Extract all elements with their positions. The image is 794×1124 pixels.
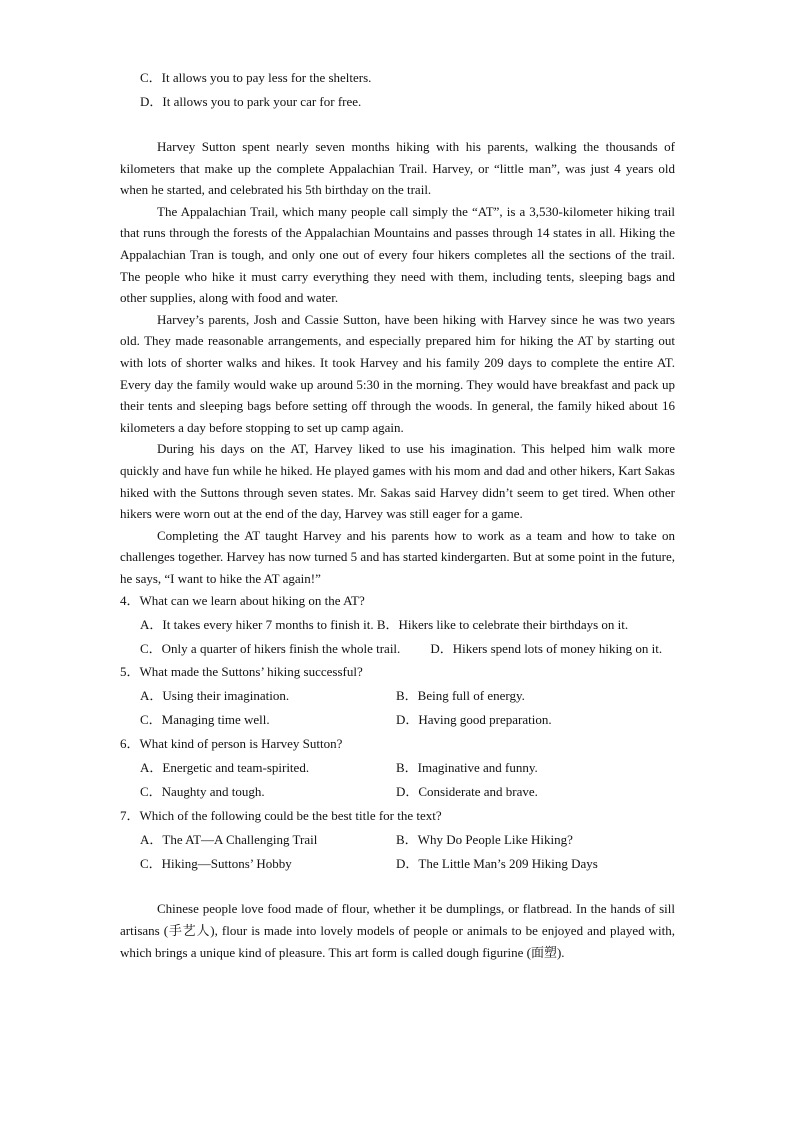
question-options: [120, 756, 675, 804]
option-c: C．Managing time well.: [140, 712, 270, 728]
option-d: D．The Little Man’s 209 Hiking Days: [396, 856, 598, 872]
option-a: A．The AT—A Challenging Trail: [140, 832, 318, 848]
option-c: C．It allows you to pay less for the shelters.: [140, 70, 372, 85]
question-text: 4．What can we learn about hiking on the AT?: [120, 593, 365, 609]
paragraph: During his days on the AT, Harvey liked to use his imagination. This helped him walk more quickly and have fun while he hiked. He played games with his mom and dad and other hikers, Kart Sakas hiked with the Suttons through seven states. Mr. Sakas said Harvey didn’t seem to get tired. When other hikers were worn out at the end of the day, Harvey was still eager for a game.: [120, 441, 675, 522]
option-d: D．Considerate and brave.: [396, 784, 538, 800]
option-c: C．Only a quarter of hikers finish the whole trail.: [140, 641, 401, 657]
option-d: D．Hikers spend lots of money hiking on it.: [430, 641, 663, 657]
option-b: B．Why Do People Like Hiking?: [396, 832, 573, 848]
option-c: C．Hiking—Suttons’ Hobby: [140, 856, 292, 872]
option-b: B．Being full of energy.: [396, 688, 525, 704]
option-d: D．It allows you to park your car for free.: [140, 94, 362, 109]
document-page: [120, 66, 675, 963]
passage-appalachian-trail: [120, 136, 675, 589]
paragraph: Harvey’s parents, Josh and Cassie Sutton, have been hiking with Harvey since he was two years old. They made reasonable arrangements, and especially prepared him for hiking the AT by starting out with lots of shorter walks and hikes. It took Harvey and his family 209 days to complete the entire AT. Every day the family would wake up around 5:30 in the morning. They would have breakfast and pack up their tents and sleeping bags before setting off through the woods. In general, the family hiked about 16 kilometers a day before stopping to set up camp again.: [120, 311, 675, 435]
option-a: A．Energetic and team-spirited.: [140, 760, 310, 776]
option-b: B．Imaginative and funny.: [396, 760, 538, 776]
question-6: [120, 732, 675, 804]
section-gap: [120, 876, 675, 898]
section-gap: [120, 114, 675, 136]
question-text: 5．What made the Suttons’ hiking successful?: [120, 664, 363, 680]
option-c: C．Naughty and tough.: [140, 784, 265, 800]
paragraph: Chinese people love food made of flour, whether it be dumplings, or flatbread. In the hands of sill artisans (手艺人), flour is made into lovely models of people or animals to be enjoyed and played with, which brings a unique kind of pleasure. This art form is called dough figurine (面塑).: [120, 901, 675, 960]
question-text: 7．Which of the following could be the best title for the text?: [120, 808, 442, 824]
question-4: [120, 589, 675, 660]
question-7: [120, 804, 675, 876]
paragraph: Completing the AT taught Harvey and his parents how to work as a team and how to take on challenges together. Harvey has now turned 5 and has started kindergarten. But at some point in the future, he says, “I want to hike the AT again!”: [120, 527, 675, 586]
paragraph: Harvey Sutton spent nearly seven months hiking with his parents, walking the thousands of kilometers that make up the complete Appalachian Trail. Harvey, or “little man”, was just 4 years old when he started, and celebrated his 5th birthday on the trail.: [120, 139, 675, 198]
question-options: [120, 613, 675, 660]
question-options: [120, 828, 675, 876]
option-d: D．Having good preparation.: [396, 712, 552, 728]
options-c-d: [140, 637, 675, 660]
option-a: A．Using their imagination.: [140, 688, 290, 704]
passage-dough-figurine: [120, 898, 675, 963]
question-text: 6．What kind of person is Harvey Sutton?: [120, 736, 343, 752]
question-options: [120, 684, 675, 732]
previous-question-options: [120, 66, 675, 114]
paragraph: The Appalachian Trail, which many people call simply the “AT”, is a 3,530-kilometer hiking trail that runs through the forests of the Appalachian Mountains and passes through 14 states in all. Hiking the Appalachian Tran is tough, and only one out of every four hikers completes all the sections of the trail. The people who hike it must carry everything they need with them, including tents, sleeping bags and other supplies, along with food and water.: [120, 203, 675, 306]
question-5: [120, 660, 675, 732]
options-a-b: A．It takes every hiker 7 months to finish it. B．Hikers like to celebrate their birthdays on it.: [140, 617, 629, 633]
